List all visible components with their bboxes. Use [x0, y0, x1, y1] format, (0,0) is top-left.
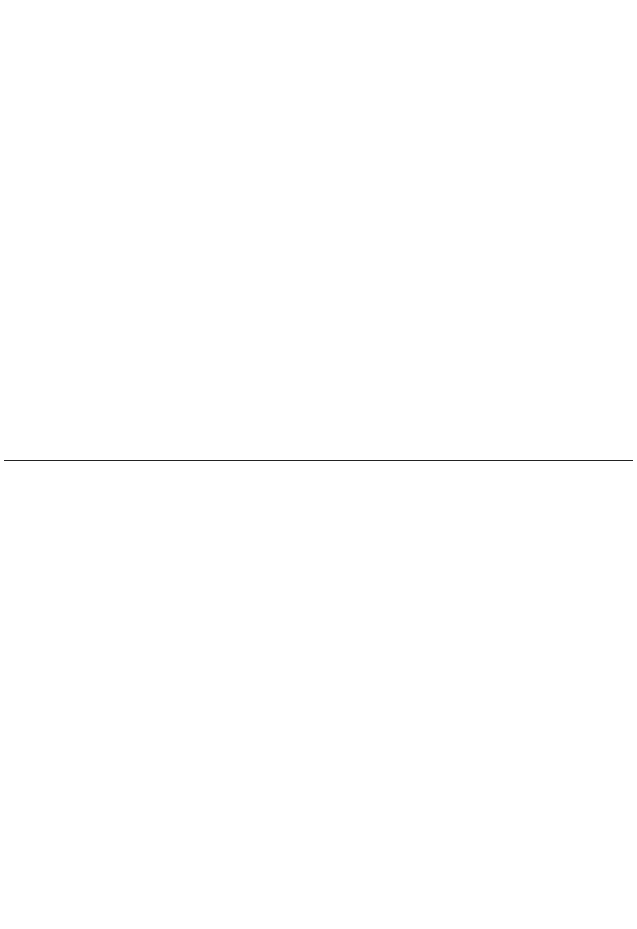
- section-divider: [4, 460, 633, 461]
- top-text-band: [6, 6, 631, 454]
- bottom-text-band: [6, 470, 631, 922]
